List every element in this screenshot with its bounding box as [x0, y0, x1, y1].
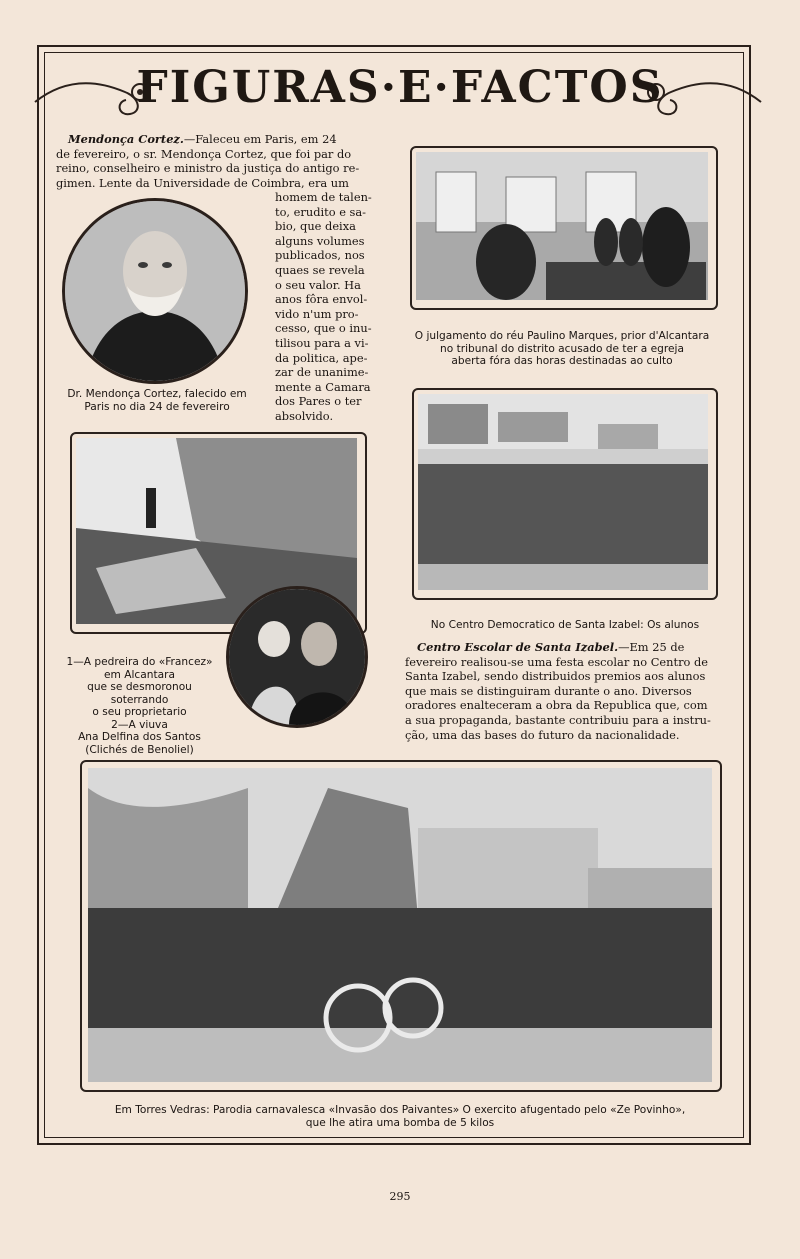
widow-photo [226, 586, 368, 728]
torres-caption: Em Torres Vedras: Parodia carnavalesca «Invasão dos Paivantes» O exercito afugentado pelo «Ze Povinho», que lhe atira uma bomba de 5 kilos [114, 1104, 686, 1129]
mendonca-column: homem de talen- to, erudito e sa- bio, que deixa alguns volumes publicados, nos quaes se revela o seu valor. Ha anos fôra envol- vido n'um pro- cesso, que o inu- tilisou para a vi- da politica, ape- zar de unanime- mente a Camara dos Pares o ter absolvido. [275, 190, 372, 423]
julgamento-caption: O julgamento do réu Paulino Marques, prior d'Alcantara no tribunal do distrito acusado de ter a egreja aberta fóra das horas destinadas ao culto [414, 330, 710, 367]
centro-article: Centro Escolar de Santa Izabel.—Em 25 de fevereiro realisou-se uma festa escolar no Centro de Santa Izabel, sendo distribuidos premios aos alunos que mais se distinguiram durante o ano. Diversos oradores enalteceram a obra da Republica que, com a sua propaganda, bastante contribuiu para a instru- ção, uma das bases do futuro da nacionalidade. [405, 640, 711, 742]
portrait-caption: Dr. Mendonça Cortez, falecido em Paris no dia 24 de fevereiro [67, 388, 247, 413]
centro-heading: Centro Escolar de Santa Izabel. [417, 640, 619, 654]
pedreira-caption: 1—A pedreira do «Francez» em Alcantara que se desmoronou soterrando o seu proprietario 2—A viuva Ana Delfina dos Santos (Clichés de Benoliel) [66, 656, 213, 756]
centro-photo-caption: No Centro Democratico de Santa Izabel: Os alunos [430, 619, 700, 631]
mendonca-heading: Mendonça Cortez. [68, 132, 184, 146]
page-title: FIGURAS·E·FACTOS [136, 62, 664, 113]
mendonca-intro: Mendonça Cortez.—Faleceu em Paris, em 24 de fevereiro, o sr. Mendonça Cortez, que foi par do reino, conselheiro e ministro da justiça do antigo re- gimen. Lente da Universidade de Coimbra, era um [56, 132, 360, 190]
julgamento-photo [416, 152, 708, 300]
torres-photo [88, 768, 712, 1082]
centro-photo [418, 394, 708, 590]
portrait-photo [62, 198, 248, 384]
page-number: 295 [389, 1190, 411, 1203]
